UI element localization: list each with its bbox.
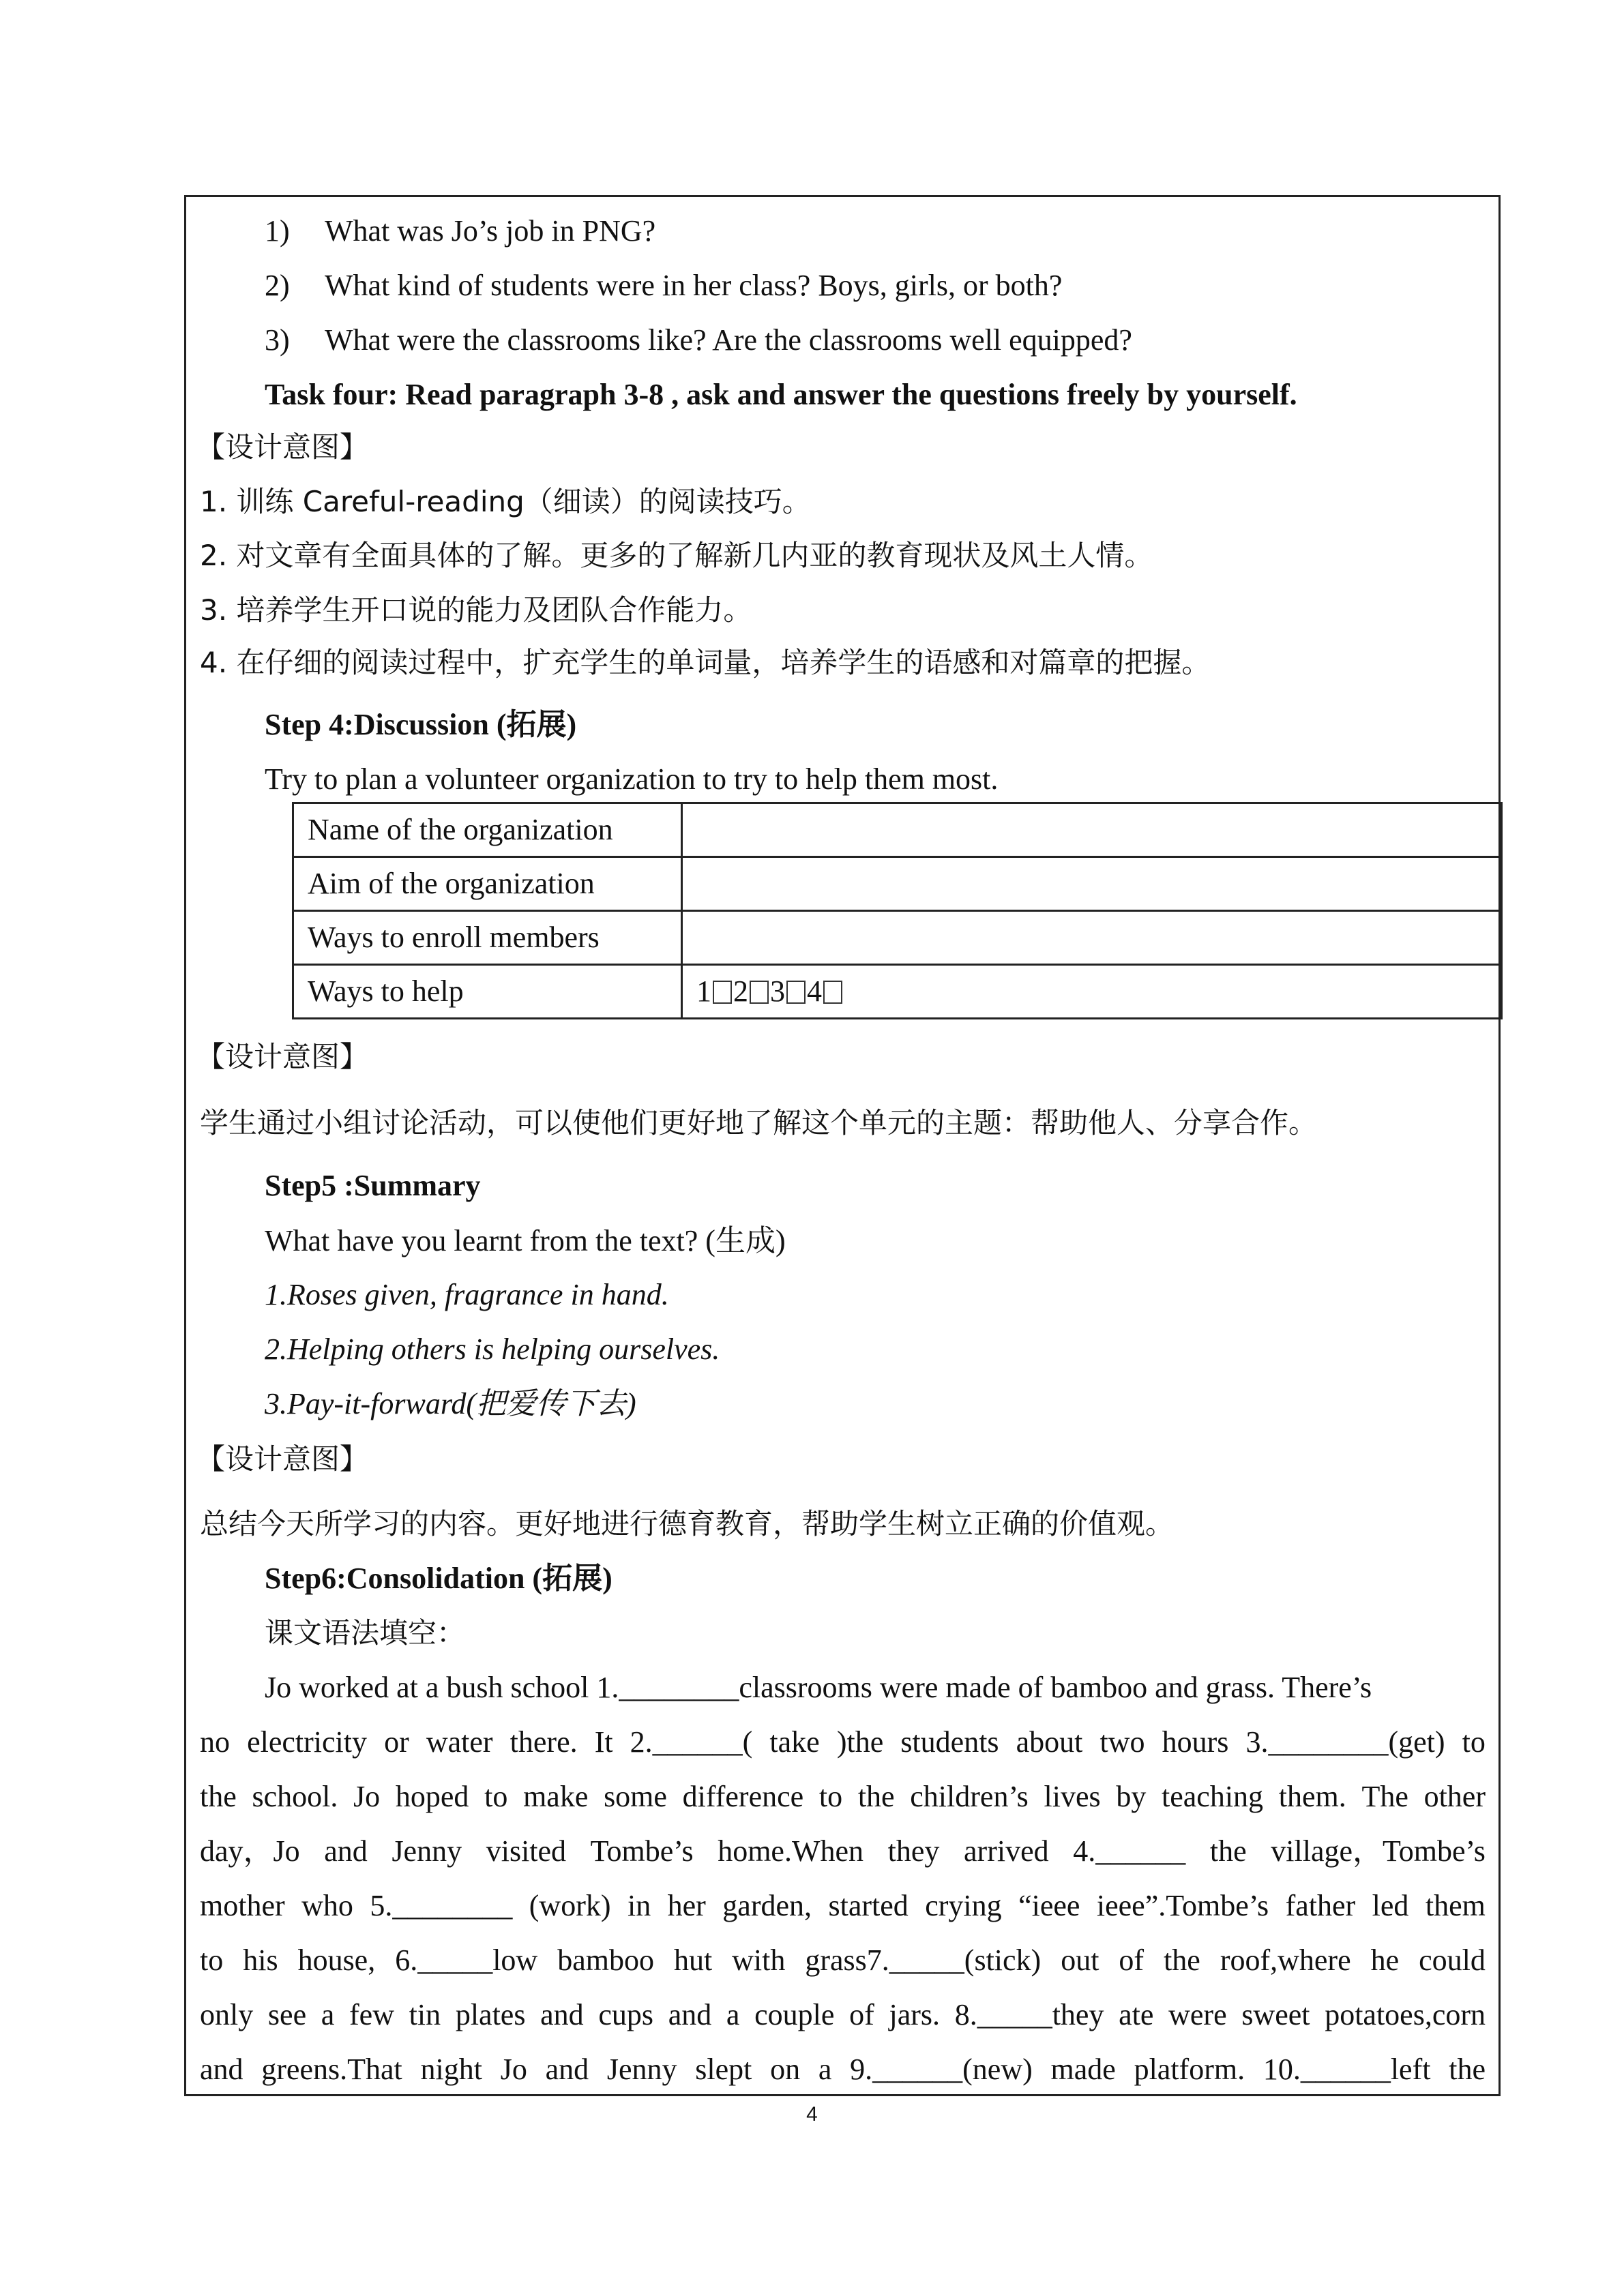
passage-word: made: [1050, 2053, 1116, 2086]
passage-word: to: [818, 1780, 843, 1813]
way-number: 1: [696, 974, 711, 1008]
passage-line-7: [200, 1995, 1486, 2036]
passage-word: visited: [486, 1834, 567, 1868]
passage-word: plates: [455, 1998, 526, 2031]
organization-plan-table: [292, 802, 1503, 1019]
passage-word: they: [887, 1834, 940, 1868]
table-row: [293, 911, 1502, 965]
intent1-item-3: 3. 培养学生开口说的能力及团队合作能力。: [200, 593, 752, 627]
passage-word: see: [267, 1998, 307, 2031]
passage-word: by: [1116, 1780, 1147, 1813]
passage-line-4: [200, 1831, 1486, 1872]
intent1-item-2: 2. 对文章有全面具体的了解。更多的了解新几内亚的教育现状及风土人情。: [200, 539, 1153, 572]
intent1-item-1: 1. 训练 Careful-reading（细读）的阅读技巧。: [200, 485, 811, 518]
step4-heading: Step 4:Discussion (拓展): [265, 708, 577, 741]
summary-point-1: 1.Roses given, fragrance in hand.: [265, 1278, 669, 1311]
empty-box-icon: [750, 981, 769, 1004]
passage-word: take: [769, 1725, 820, 1759]
passage-word: lives: [1044, 1780, 1101, 1813]
passage-word: hoped: [395, 1780, 469, 1813]
passage-word: potatoes,corn: [1325, 1998, 1486, 2031]
passage-word: mother: [200, 1889, 285, 1922]
passage-line-6: [200, 1940, 1486, 1981]
table-cell-label: Ways to enroll members: [293, 911, 682, 965]
page-number: 4: [806, 2103, 818, 2126]
passage-word: about: [1016, 1725, 1083, 1759]
passage-word: night: [420, 2053, 482, 2086]
passage-word: the: [857, 1780, 895, 1813]
passage-word: ate: [1119, 1998, 1154, 2031]
passage-word: (work): [529, 1889, 611, 1922]
passage-word: two: [1099, 1725, 1145, 1759]
passage-word: Jo: [353, 1780, 381, 1813]
empty-box-icon: [713, 981, 732, 1004]
intent3-text: 总结今天所学习的内容。更好地进行德育教育，帮助学生树立正确的价值观。: [200, 1507, 1175, 1540]
step6-subtitle: 课文语法填空：: [265, 1616, 466, 1650]
passage-word: on: [770, 2053, 801, 2086]
passage-word: and: [545, 2053, 589, 2086]
table-row: [293, 803, 1502, 857]
step5-question: What have you learnt from the text? (生成): [265, 1224, 786, 1257]
question-1: 1) What was Jo’s job in PNG?: [265, 214, 656, 248]
passage-word: a: [818, 2053, 832, 2086]
passage-word: make: [523, 1780, 589, 1813]
passage-word: slept: [695, 2053, 752, 2086]
passage-word: and: [540, 1998, 584, 2031]
way-number: 2: [733, 974, 748, 1008]
way-number: 3: [770, 974, 785, 1008]
passage-word: 3.________(get): [1245, 1725, 1445, 1759]
passage-word: were: [1168, 1998, 1227, 2031]
passage-word: Tombe’s: [590, 1834, 694, 1868]
passage-word: Jo: [500, 2053, 527, 2086]
passage-word: jars.: [889, 1998, 940, 2031]
passage-word: he: [1370, 1943, 1400, 1977]
passage-word: her: [667, 1889, 706, 1922]
passage-word: out: [1061, 1943, 1099, 1977]
passage-word: “ieee: [1018, 1889, 1080, 1922]
ways-to-help-cell: [682, 965, 1502, 1019]
passage-line-8: [200, 2049, 1486, 2090]
intent1-item-4: 4. 在仔细的阅读过程中，扩充学生的单词量，培养学生的语感和对篇章的把握。: [200, 646, 1211, 679]
passage-word: The: [1361, 1780, 1408, 1813]
table-cell-value: [682, 911, 1502, 965]
passage-word: children’s: [910, 1780, 1029, 1813]
passage-word: to: [484, 1780, 508, 1813]
passage-word: greens.That: [261, 2053, 402, 2086]
design-intent-label-2: 【设计意图】: [196, 1040, 369, 1073]
passage-word: no: [200, 1725, 230, 1759]
passage-word: the: [200, 1780, 237, 1813]
passage-word: 5.________: [370, 1889, 513, 1922]
design-intent-label-3: 【设计意图】: [196, 1442, 369, 1476]
passage-word: led: [1372, 1889, 1409, 1922]
passage-word: started: [828, 1889, 909, 1922]
passage-word: them.: [1278, 1780, 1346, 1813]
passage-word: )the: [836, 1725, 884, 1759]
passage-word: of: [1119, 1943, 1145, 1977]
passage-word: grass7._____(stick): [805, 1943, 1042, 1977]
step6-heading: Step6:Consolidation (拓展): [265, 1562, 612, 1595]
passage-word: 10.______left: [1263, 2053, 1431, 2086]
passage-word: crying: [925, 1889, 1002, 1922]
passage-word: ieee”.Tombe’s: [1096, 1889, 1269, 1922]
table-cell-value: [682, 803, 1502, 857]
table-row: [293, 857, 1502, 911]
passage-word: bamboo: [557, 1943, 654, 1977]
passage-word: platform.: [1134, 2053, 1245, 2086]
passage-word: cups: [598, 1998, 654, 2031]
passage-word: Jenny: [606, 2053, 677, 2086]
passage-word: arrived: [964, 1834, 1049, 1868]
question-2: 2) What kind of students were in her class? Boys, girls, or both?: [265, 269, 1063, 302]
step5-heading: Step5 :Summary: [265, 1169, 481, 1202]
passage-word: the: [1164, 1943, 1200, 1977]
intent2-text: 学生通过小组讨论活动，可以使他们更好地了解这个单元的主题：帮助他人、分享合作。: [200, 1106, 1318, 1139]
passage-word: the: [1209, 1834, 1247, 1868]
empty-box-icon: [823, 981, 842, 1004]
step4-instruction: Try to plan a volunteer organization to try to help them most.: [265, 762, 999, 796]
summary-point-3: 3.Pay-it-forward(把爱传下去): [265, 1387, 636, 1420]
passage-word: there.: [510, 1725, 578, 1759]
passage-word: hours: [1162, 1725, 1229, 1759]
passage-word: hut: [673, 1943, 713, 1977]
way-number: 4: [807, 974, 822, 1008]
passage-word: village，Tombe’s: [1271, 1834, 1486, 1868]
passage-word: and: [324, 1834, 368, 1868]
passage-word: house,: [297, 1943, 376, 1977]
passage-word: them: [1425, 1889, 1486, 1922]
passage-word: only: [200, 1998, 254, 2031]
passage-word: difference: [682, 1780, 804, 1813]
passage-word: some: [604, 1780, 667, 1813]
passage-word: or: [384, 1725, 409, 1759]
passage-word: who: [301, 1889, 353, 1922]
passage-line-5: [200, 1885, 1486, 1926]
passage-line-3: [200, 1776, 1486, 1817]
passage-word: in: [627, 1889, 651, 1922]
passage-line-1: Jo worked at a bush school 1.________classrooms were made of bamboo and grass. There’s: [265, 1671, 1372, 1704]
passage-word: 4.______: [1073, 1834, 1186, 1868]
summary-point-2: 2.Helping others is helping ourselves.: [265, 1332, 720, 1366]
passage-word: other: [1423, 1780, 1486, 1813]
table-cell-label: Aim of the organization: [293, 857, 682, 911]
question-3: 3) What were the classrooms like? Are the classrooms well equipped?: [265, 323, 1132, 357]
passage-word: sweet: [1241, 1998, 1310, 2031]
passage-word: students: [900, 1725, 999, 1759]
passage-word: 6._____low: [395, 1943, 538, 1977]
passage-word: a: [726, 1998, 740, 2031]
passage-word: day，Jo: [200, 1834, 300, 1868]
passage-word: a: [321, 1998, 335, 2031]
passage-word: few: [349, 1998, 394, 2031]
passage-word: roof,where: [1220, 1943, 1351, 1977]
passage-word: his: [243, 1943, 278, 1977]
passage-word: teaching: [1162, 1780, 1264, 1813]
empty-box-icon: [786, 981, 806, 1004]
passage-word: garden,: [722, 1889, 812, 1922]
passage-word: with: [732, 1943, 786, 1977]
passage-word: and: [200, 2053, 243, 2086]
passage-word: and: [668, 1998, 712, 2031]
table-cell-label: Name of the organization: [293, 803, 682, 857]
passage-word: of: [849, 1998, 874, 2031]
passage-line-2: [200, 1722, 1486, 1763]
table-cell-label: Ways to help: [293, 965, 682, 1019]
passage-word: could: [1419, 1943, 1486, 1977]
passage-word: It: [594, 1725, 613, 1759]
passage-word: 8._____they: [954, 1998, 1104, 2031]
passage-word: 9.______(new): [850, 2053, 1033, 2086]
passage-word: school.: [252, 1780, 338, 1813]
design-intent-label-1: 【设计意图】: [196, 430, 369, 464]
task-four-heading: Task four: Read paragraph 3-8 , ask and answer the questions freely by yourself.: [265, 378, 1297, 411]
passage-word: to: [1462, 1725, 1486, 1759]
passage-word: home.When: [718, 1834, 864, 1868]
passage-word: father: [1285, 1889, 1356, 1922]
passage-word: electricity: [247, 1725, 367, 1759]
table-row: [293, 965, 1502, 1019]
passage-word: 2.______(: [630, 1725, 753, 1759]
passage-word: Jenny: [392, 1834, 462, 1868]
passage-word: tin: [409, 1998, 441, 2031]
passage-word: water: [426, 1725, 493, 1759]
table-cell-value: [682, 857, 1502, 911]
passage-word: to: [200, 1943, 224, 1977]
passage-word: couple: [754, 1998, 835, 2031]
passage-word: the: [1449, 2053, 1486, 2086]
